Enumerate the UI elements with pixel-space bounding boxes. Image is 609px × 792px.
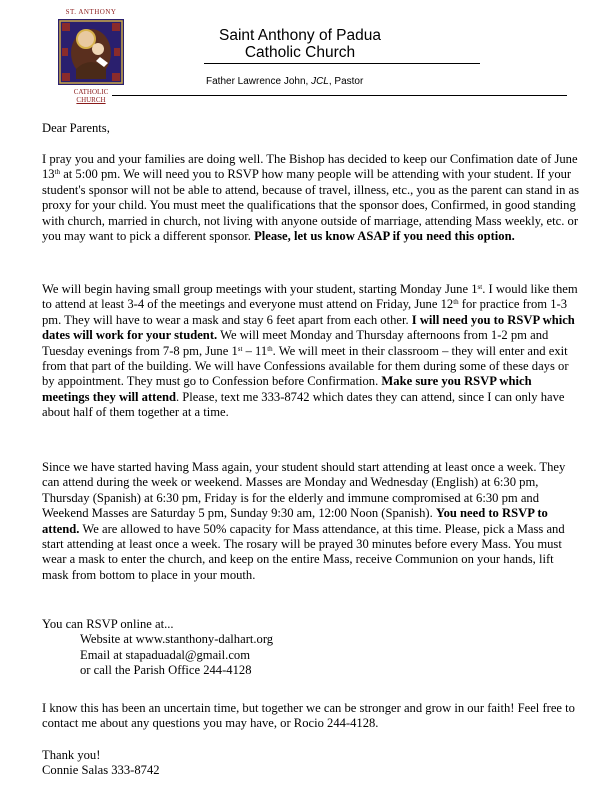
p2-sup-3: st (237, 344, 243, 353)
pastor-degree: JCL (311, 76, 329, 87)
church-logo (50, 8, 132, 104)
paragraph-meetings (42, 282, 580, 421)
paragraph-mass (42, 460, 580, 583)
p2-sup-1: st (477, 283, 483, 291)
header-divider-short (204, 63, 480, 64)
pastor-name: Father Lawrence John, (206, 76, 312, 87)
rsvp-website-link[interactable]: Website at www.stanthony-dalhart.org (80, 632, 274, 647)
p2-text-c: for practice from 1-3 pm. They will have to wear a mask and stay 6 feet apart from each other. (42, 297, 568, 327)
p3-text-a: Since we have started having Mass again, your student should start attending at least once a week. They can attend during the week or weekend. Masses are Monday and Wednesday (English) at 6:30 pm, Thursday (Spanish) at 6:30 pm, Friday is for the elderly and immune compromised at 6:30 pm and Weekend Masses are Saturday 5 pm, Sunday 9:30 am, 12:00 Noon (Spanish). (42, 460, 566, 521)
paragraph-confirmation (42, 152, 580, 244)
closing-text: Thank you! (42, 748, 101, 762)
rsvp-block (42, 617, 580, 679)
logo-top-text: ST. ANTHONY (65, 8, 117, 16)
p3-bold: You need to RSVP to attend. (42, 506, 548, 536)
p1-text-b: at 5:00 pm. We will need you to RSVP how many people will be attending with your student. If your student's sponsor will not be able to attend, because of travel, illness, etc., you as the parent can stand in as proxy for your child. You must meet the qualifications that the sponsor does, Confirmed, in good standing with church, married in church, not living with anyone outside of marriage, attending Mass weekly, etc. or you may want to pick a different sponsor. (42, 167, 580, 244)
logo-bottom-line-2: CHURCH (76, 96, 106, 104)
paragraph-closing: I know this has been an uncertain time, but together we can be stronger and grow in our faith! Feel free to contact me about any questions you may have, or Rocio 244-4128. (42, 701, 575, 731)
p2-sup-2: th (453, 298, 459, 307)
logo-bottom-line-1: CATHOLIC (73, 88, 109, 96)
pastor-line (206, 76, 363, 87)
saint-anthony-image (58, 19, 124, 85)
rsvp-email-link[interactable]: Email at stapaduadal@gmail.com (80, 647, 251, 662)
church-name-line-2: Catholic Church (244, 44, 356, 61)
p2-bold-1: I will need you to RSVP which dates will work for your student. (42, 312, 575, 343)
rsvp-intro: You can RSVP online at... (42, 617, 174, 631)
p2-text-d: We will meet Monday and Thursday afternoons from 1-2 pm and Tuesday evenings from 7-8 pm, June 1 (42, 328, 549, 358)
header-divider-long (112, 95, 567, 96)
p3-text-b: We are allowed to have 50% capacity for Mass attendance, at this time. Please, pick a Mass and start attending at least once a week. The rosary will be prayed 30 minutes before every Mass. You must wear a mask to enter the church, and keep on the entire Mass, receive Communion on your hands, lift mask from bottom to place in your mouth. (42, 521, 565, 582)
p1-text-a: I pray you and your families are doing well. The Bishop has decided to keep our Confimation date of June 13 (42, 152, 578, 182)
pastor-title: , Pastor (328, 76, 364, 87)
closing-block (42, 748, 580, 779)
greeting: Dear Parents, (42, 121, 110, 135)
p2-text-g: . Please, text me 333-8742 which dates they can attend, since I can only have about half of them together at a time. (42, 389, 565, 420)
p2-sup-4: th (267, 344, 273, 353)
signature: Connie Salas 333-8742 (42, 763, 160, 778)
logo-bottom-text (50, 88, 132, 104)
p1-bold: Please, let us know ASAP if you need this option. (254, 229, 515, 244)
p1-sup: th (54, 168, 61, 177)
p2-text-b: . I would like them to attend at least 3-4 of the meetings and everyone must attend on Friday, June 12 (42, 282, 578, 312)
church-name-line-1: Saint Anthony of Padua (218, 27, 382, 44)
p2-text-a: We will begin having small group meetings with your student, starting Monday June 1 (42, 282, 478, 296)
church-name (150, 27, 450, 61)
p2-text-f: . We will meet in their classroom – they will enter and exit from that part of the building. We will have Confessions available for them during some of these days or by appointment. They must go to Confession before Confirmation. (42, 343, 569, 389)
p2-text-e: – 11 (242, 343, 268, 358)
p2-bold-2: Make sure you RSVP which meetings they will attend (42, 374, 532, 404)
rsvp-phone: or call the Parish Office 244-4128 (80, 663, 252, 678)
